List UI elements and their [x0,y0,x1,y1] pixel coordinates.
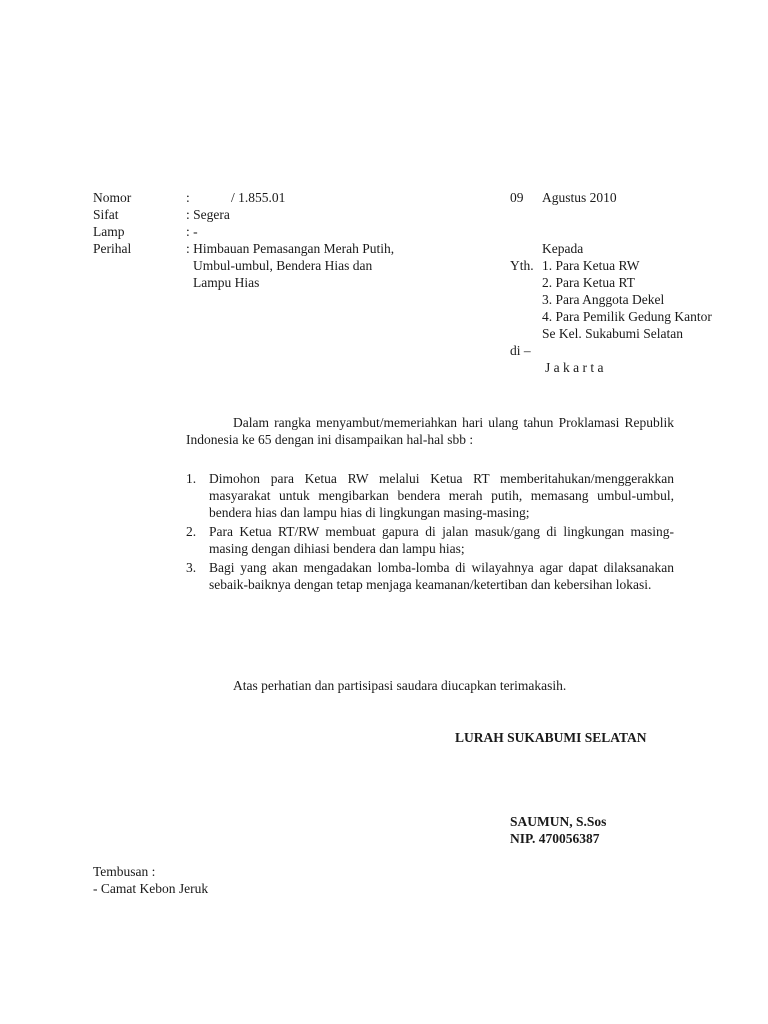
signature-office: LURAH SUKABUMI SELATAN [455,730,647,745]
perihal-line: Umbul-umbul, Bendera Hias dan [193,258,373,273]
recipient-item: Se Kel. Sukabumi Selatan [542,326,683,341]
nomor-label: Nomor [93,190,132,205]
list-item-number: 2. [186,524,197,539]
signature-nip: NIP. 470056387 [510,831,600,846]
yth-label: Yth. [510,258,534,273]
recipient-item: 1. Para Ketua RW [542,258,640,273]
list-item [186,470,674,521]
tembusan-item: - Camat Kebon Jeruk [93,881,209,896]
recipient-item: 3. Para Anggota Dekel [542,292,665,307]
list-item-text: Para Ketua RT/RW membuat gapura di jalan masuk/gang di lingkungan masing-masing dengan dihiasi bendera dan lampu hias; [209,524,674,556]
points-list [186,470,674,595]
nomor-value: / 1.855.01 [231,190,286,205]
list-item-text: Bagi yang akan mengadakan lomba-lomba di wilayahnya agar dapat dilaksanakan sebaik-baiknya dengan tetap menjaga keamanan/ketertiban dan kebersihan lokasi. [209,560,674,592]
date-month-year: Agustus 2010 [542,190,617,205]
sifat-value: : Segera [186,207,230,222]
recipient-item: 2. Para Ketua RT [542,275,635,290]
list-item [186,523,674,557]
date-day: 09 [510,190,524,205]
list-item [186,559,674,593]
lamp-value: : - [186,224,198,239]
recipient-item: 4. Para Pemilik Gedung Kantor [542,309,712,324]
intro-paragraph: Dalam rangka menyambut/memeriahkan hari ulang tahun Proklamasi Republik Indonesia ke 65 dengan ini disampaikan hal-hal sbb : [186,415,674,447]
list-item-number: 1. [186,471,197,486]
perihal-line: Lampu Hias [193,275,260,290]
signature-name: SAUMUN, S.Sos [510,814,607,829]
list-item-number: 3. [186,560,197,575]
closing-sentence: Atas perhatian dan partisipasi saudara diucapkan terimakasih. [233,678,567,693]
nomor-colon: : [186,190,190,205]
list-item-text: Dimohon para Ketua RW melalui Ketua RT memberitahukan/menggerakkan masyarakat untuk mengibarkan bendera merah putih, memasang umbul-umbul, bendera hias dan lampu hias di lingkungan masing-masing; [209,471,674,520]
lamp-label: Lamp [93,224,125,239]
recipient-city: J a k a r t a [545,360,604,375]
kepada-label: Kepada [542,241,584,256]
perihal-line: : Himbauan Pemasangan Merah Putih, [186,241,395,256]
tembusan-label: Tembusan : [93,864,156,879]
di-label: di – [510,343,531,358]
sifat-label: Sifat [93,207,119,222]
perihal-label: Perihal [93,241,132,256]
